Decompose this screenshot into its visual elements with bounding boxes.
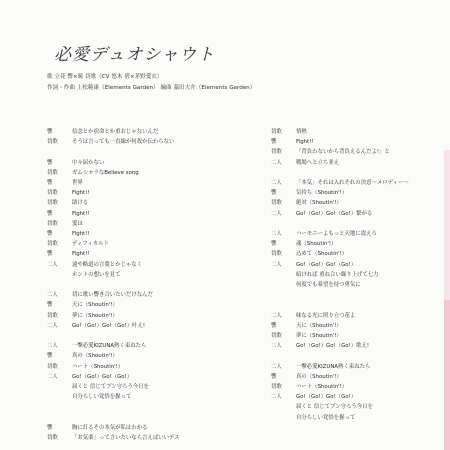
lyric-text: Fight!! [72, 210, 90, 217]
lyric-text: 暗ければ 重ね合い繰り上げて七力 [296, 271, 379, 278]
lyric-text: Go!（Go!）Go!（Go!） [296, 261, 357, 268]
lyric-line [271, 302, 296, 309]
credit-composer: 作詞・作曲 上松範康（Elements Garden） 編曲 藁田大介（Elements Garden） [47, 85, 256, 91]
lyric-text: ハーモニーよもっと天地に震えろ [296, 231, 377, 237]
speaker-label: 二人 [47, 261, 58, 268]
lyric-line [271, 251, 347, 258]
lyric-text: 気持ち（Shoutin'!） [296, 190, 348, 197]
credit-vocal: 歌 立花 響×暁 切歌（CV 悠木 碧×茅野愛衣） [47, 74, 163, 80]
lyric-line [47, 129, 158, 136]
speaker-label: 二人 [47, 322, 58, 329]
lyric-line [47, 180, 83, 187]
speaker-label: 二人 [271, 343, 282, 350]
lyric-line [271, 262, 356, 269]
speaker-label: 切歌 [271, 333, 282, 339]
lyric-line [47, 251, 89, 258]
lyric-line [47, 384, 149, 391]
lyric-text: Go!（Go!）Go!（Go!）叶え! [72, 322, 146, 329]
lyric-line [271, 333, 342, 340]
speaker-label: 響 [271, 373, 277, 380]
lyric-text: 真の（Shoutin'!） [72, 353, 118, 360]
lyric-line [47, 394, 131, 401]
lyric-text: 夢に（Shoutin'!） [72, 312, 118, 319]
lyric-line [47, 343, 146, 350]
speaker-label: 二人 [271, 312, 282, 319]
speaker-label: 切歌 [47, 139, 58, 146]
lyric-text: 何度でも希望を持つ勇気に [296, 282, 361, 288]
lyric-line [271, 180, 409, 187]
lyric-line [271, 313, 355, 320]
lyric-line [47, 241, 109, 248]
speaker-label: 響 [47, 353, 53, 360]
speaker-label: 響 [47, 251, 53, 258]
lyric-text: 夢に（Shoutin'!） [296, 333, 342, 339]
lyric-line [47, 149, 72, 156]
lyric-line [271, 272, 379, 279]
lyric-line [47, 404, 72, 411]
speaker-label: 響 [271, 241, 277, 248]
speaker-label: 二人 [47, 343, 58, 350]
speaker-label: 切歌 [47, 435, 58, 441]
speaker-label: 切歌 [271, 149, 282, 156]
lyric-line [47, 323, 145, 330]
speaker-label: 二人 [271, 363, 282, 370]
lyric-line [271, 384, 347, 391]
lyric-text: 「お気楽」って言いたいなら言えばいいデス [72, 435, 180, 441]
lyric-line [271, 404, 373, 411]
lyric-text: Go!（Go!）Go!（Go!）繋がる [296, 210, 373, 217]
page-edge-pink [444, 300, 450, 450]
lyric-line [271, 160, 339, 167]
lyric-line [47, 211, 89, 218]
lyric-text: 愛は [72, 220, 83, 227]
lyric-text: 真の（Shoutin'!） [296, 373, 342, 380]
lyric-text: 天に（Shoutin'!） [72, 302, 118, 309]
lyric-text: 世界 [72, 180, 83, 186]
lyric-text: 一撃必愛KIZUNA熱く束ねたら [72, 343, 147, 350]
speaker-label: 切歌 [47, 220, 58, 227]
speaker-label: 切歌 [47, 190, 58, 197]
lyric-line [47, 160, 104, 167]
speaker-label: 切歌 [271, 129, 282, 135]
speaker-label: 二人 [271, 180, 282, 186]
lyric-line [47, 415, 72, 422]
lyric-text: 切に歌い響き合いたいだけなんだ [72, 292, 153, 299]
lyric-line [271, 149, 390, 156]
speaker-label: 切歌 [47, 169, 58, 176]
lyric-text: 中々届かない [72, 159, 105, 166]
lyric-line [271, 292, 296, 299]
lyric-line [47, 200, 88, 207]
speaker-label: 二人 [271, 159, 282, 166]
lyric-text: Go!（Go!）Go!（Go!） [72, 373, 133, 380]
lyric-line [271, 129, 307, 136]
lyric-text: 胸に灯るその本気が私はわかる [72, 424, 148, 431]
lyric-text: 信念とか宿命とか重おじゃないんだ [72, 129, 159, 135]
lyric-line [271, 415, 355, 422]
page-edge-light [444, 150, 450, 300]
lyric-line [47, 139, 174, 146]
lyric-line [47, 190, 89, 197]
lyric-line [271, 139, 313, 146]
lyric-text: 味なる光に照り立つ花よ [296, 312, 356, 319]
lyric-text: 一撃必愛KIZUNA熱く束ねたら [296, 363, 371, 370]
speaker-label: 二人 [47, 373, 58, 380]
speaker-label: 響 [47, 129, 53, 135]
lyric-line [271, 241, 336, 248]
lyric-text: 届くと 信じてブン守ろう今日を [296, 404, 373, 411]
speaker-label: 響 [47, 231, 53, 237]
lyric-text: Go!（Go!）Go!（Go!）歌え! [296, 343, 370, 350]
lyric-line [47, 170, 139, 177]
lyric-line [271, 394, 356, 401]
lyric-text: ホントの想いを見て [72, 271, 121, 278]
lyric-line [47, 435, 180, 442]
lyric-line [47, 374, 132, 381]
lyric-line [271, 323, 342, 330]
speaker-label: 響 [47, 302, 53, 309]
speaker-label: 切歌 [271, 200, 282, 207]
lyric-line [271, 190, 347, 197]
speaker-label: 響 [47, 210, 53, 217]
lyric-line [47, 425, 147, 432]
lyric-text: 情熱 [296, 129, 307, 135]
lyric-text: Fight!! [72, 251, 90, 258]
lyric-line [47, 353, 118, 360]
speaker-label: 切歌 [271, 384, 282, 390]
lyric-text: 戦場へと立ち並え [296, 159, 340, 166]
speaker-label: 二人 [271, 210, 282, 217]
song-title: 必愛デュオシャウト [54, 45, 216, 65]
speaker-label: 響 [271, 322, 277, 329]
speaker-label: 響 [47, 180, 53, 186]
speaker-label: 切歌 [47, 241, 58, 248]
lyric-text: 自分らしい覚悟を握って [72, 394, 132, 401]
lyric-line [271, 200, 342, 207]
speaker-label: 二人 [271, 394, 282, 401]
lyric-text: 届くと 信じてブン守ろう今日を [72, 384, 149, 390]
lyric-text: ハート（Shoutin'!） [72, 363, 124, 370]
lyric-text: Fight!! [72, 231, 90, 237]
lyric-text: 助ける [72, 200, 89, 207]
lyric-text: 「背負わないから背負えるんだよ!」と [296, 149, 390, 156]
lyric-line [271, 282, 361, 289]
lyric-line [271, 231, 377, 238]
speaker-label: 切歌 [47, 200, 58, 207]
lyric-text: ディフィカルト [72, 241, 109, 248]
lyric-text: 天に（Shoutin'!） [296, 322, 342, 329]
lyric-text: Fight!! [296, 139, 314, 146]
lyric-text: Fight!! [72, 190, 90, 197]
lyric-line [47, 221, 83, 228]
lyric-text: ガムシャラなBelieve song [72, 169, 139, 176]
lyric-text: 魂（Shoutin'!） [296, 241, 337, 248]
lyric-line [47, 282, 72, 289]
lyric-line [47, 333, 72, 340]
speaker-label: 響 [47, 424, 53, 431]
lyric-line [271, 343, 369, 350]
speaker-label: 切歌 [271, 251, 282, 258]
lyric-line [47, 231, 89, 238]
lyric-line [47, 262, 142, 269]
lyric-line [47, 364, 123, 371]
lyric-line [47, 292, 153, 299]
speaker-label: 二人 [271, 231, 282, 237]
lyric-text: 自分らしい覚悟を握って [296, 414, 356, 421]
lyric-line [271, 364, 370, 371]
lyric-line [271, 221, 296, 228]
lyric-line [271, 374, 342, 381]
lyric-text: ハート（Shoutin'!） [296, 384, 348, 390]
lyric-line [271, 170, 296, 177]
lyric-line [271, 353, 296, 360]
lyric-text: 「本気」それは入れそれの決意～メロディー～ [296, 180, 409, 186]
lyric-text: Go!（Go!）Go!（Go!） [296, 394, 357, 401]
lyric-text: 込めて（Shoutin'!） [296, 251, 348, 258]
speaker-label: 二人 [271, 261, 282, 268]
speaker-label: 響 [271, 139, 277, 146]
speaker-label: 切歌 [47, 312, 58, 319]
lyric-line [47, 313, 118, 320]
speaker-label: 響 [47, 159, 53, 166]
lyric-text: 絶対（Shoutin'!） [296, 200, 342, 207]
lyric-line [47, 302, 118, 309]
speaker-label: 切歌 [47, 363, 58, 370]
speaker-label: 響 [271, 190, 277, 197]
lyric-line [271, 211, 372, 218]
speaker-label: 二人 [47, 292, 58, 299]
lyric-text: そうは言っても一直線が何故か伝わらない [72, 139, 175, 146]
lyric-text: 遠や略道の言葉とかじゃなく [72, 261, 143, 268]
lyric-line [47, 272, 121, 279]
